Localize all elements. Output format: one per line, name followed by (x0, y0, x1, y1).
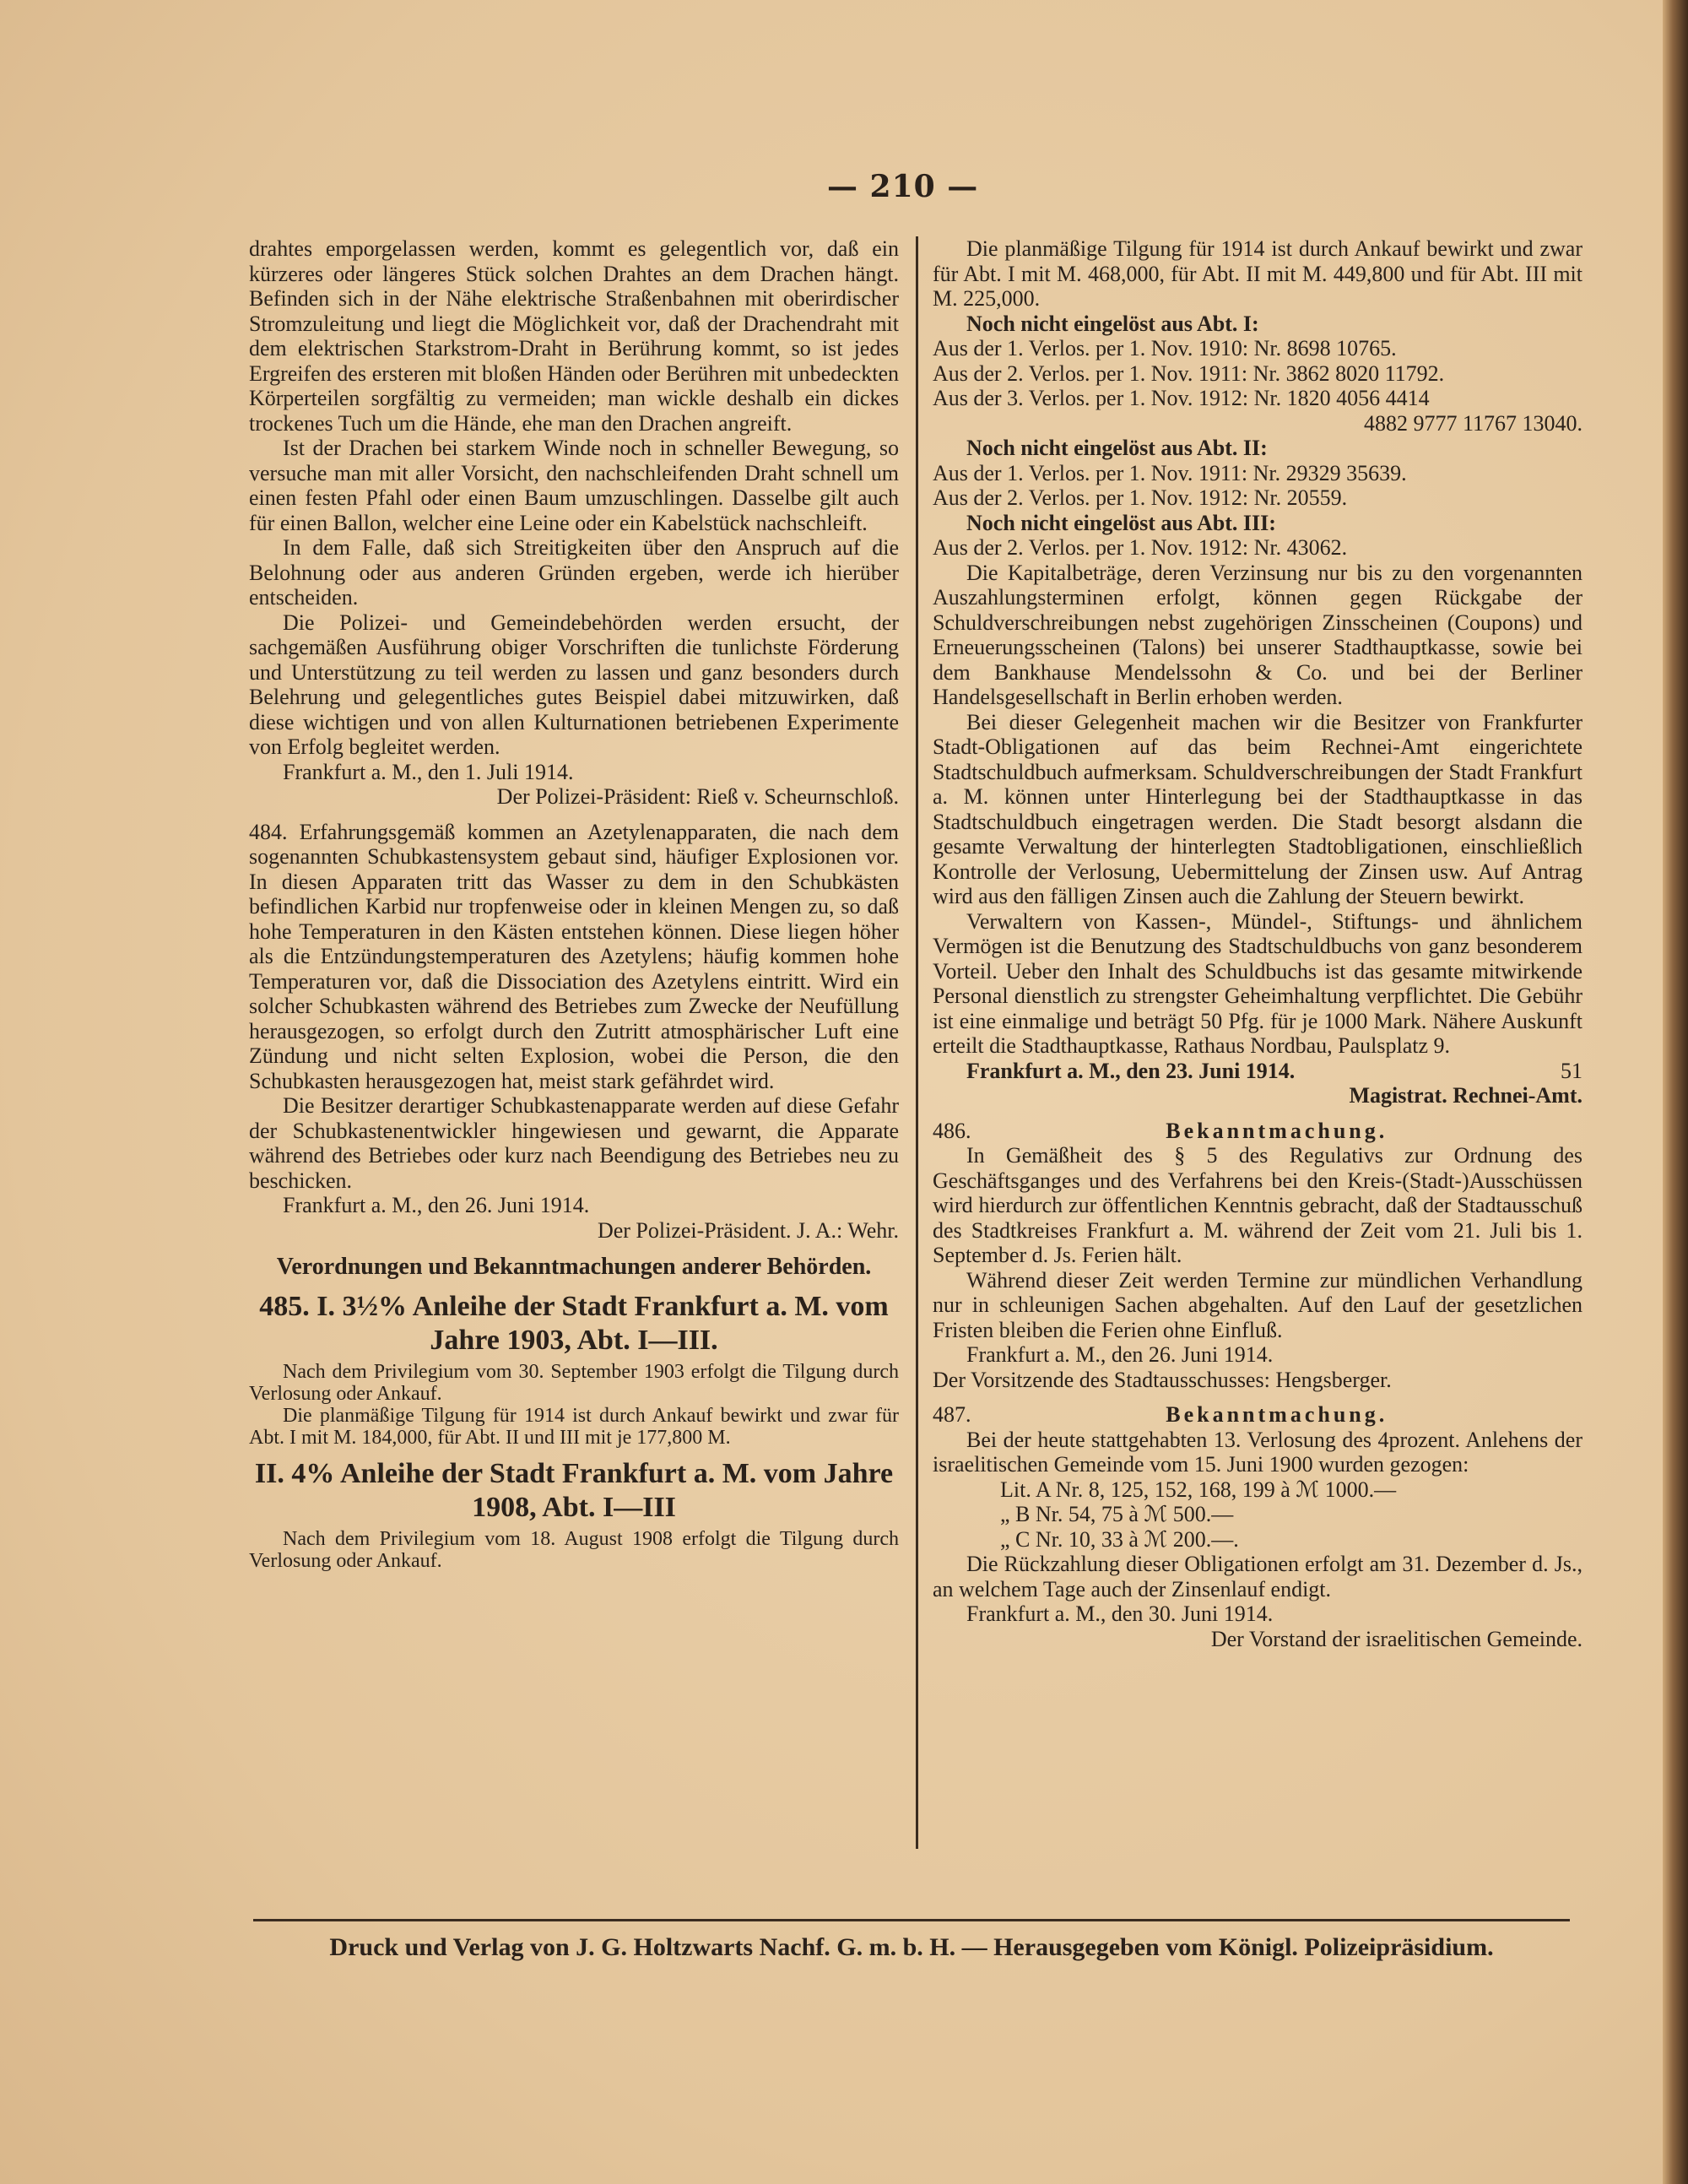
signature: Der Polizei-Präsident: Rieß v. Scheurnschloß. (496, 784, 899, 809)
item-number: 51 (1561, 1058, 1582, 1083)
paragraph: Die Polizei- und Gemeindebehörden werden ersucht, der sachgemäßen Ausführung obiger Vorschriften die tunlichste Förderung und Unterstützung zu teil werden zu lassen und ganz besonders durch Belehrung und gelegentliches gutes Beispiel dabei mitzuwirken, daß diese wichtigen und von allen Kulturnationen betriebenen Experimente von Erfolg begleitet werden. (249, 610, 899, 759)
subheading: Noch nicht eingelöst aus Abt. I: (966, 311, 1259, 336)
subheading: Noch nicht eingelöst aus Abt. II: (966, 436, 1268, 460)
notice-title: Bekanntmachung. (1166, 1118, 1388, 1143)
footer-rule (253, 1919, 1570, 1921)
list-item: Aus der 2. Verlos. per 1. Nov. 1912: Nr. 43062. (933, 535, 1348, 560)
paragraph: Bei der heute stattgehabten 13. Verlosung des 4prozent. Anlehens der israelitischen Gemeinde vom 15. Juni 1900 wurden gezogen: (933, 1427, 1582, 1477)
paragraph: Die planmäßige Tilgung für 1914 ist durch Ankauf bewirkt und zwar für Abt. I mit M. 184,000, für Abt. II und III mit je 177,800 M. (249, 1405, 899, 1449)
paragraph: Bei dieser Gelegenheit machen wir die Besitzer von Frankfurter Stadt-Obligationen auf das beim Rechnei-Amt eingerichtete Stadtschuldbuch aufmerksam. Schuldverschreibungen der Stadt Frankfurt a. M. können unter Hinterlegung bei der Stadthauptkasse in das Stadtschuldbuch eingetragen werden. Die Stadt besorgt alsdann die gesamte Verwaltung der hinterlegten Stadtobligationen, einschließlich Kontrolle der Verlosung, Uebermittelung der Zinsen usw. Auf Antrag wird aus den fälligen Zinsen auch die Zahlung der Steuern bewirkt. (933, 709, 1582, 908)
list-item: Lit. A Nr. 8, 125, 152, 168, 199 à ℳ 1000.— (1000, 1477, 1397, 1502)
paragraph: Die Kapitalbeträge, deren Verzinsung nur bis zu den vorgenannten Auszahlungsterminen erfolgt, können gegen Rückgabe der Schuldverschreibungen nebst zugehörigen Zinsscheinen (Coupons) und Erneuerungsscheinen (Talons) bei unserer Stadthauptkasse, sowie bei dem Bankhause Mendelssohn & Co. und bei der Berliner Handelsgesellschaft in Berlin erhoben werden. (933, 560, 1582, 709)
paragraph: In Gemäßheit des § 5 des Regulativs zur Ordnung des Geschäftsganges und des Verfahrens bei den Kreis-(Stadt-)Ausschüssen wird hierdurch zur öffentlichen Kenntnis gebracht, daß der Stadtausschuß des Stadtkreises Frankfurt a. M. während der Zeit vom 21. Juli bis 1. September d. Js. Ferien hält. (933, 1143, 1582, 1267)
signature: Der Vorstand der israelitischen Gemeinde. (1210, 1626, 1582, 1651)
paragraph: Die planmäßige Tilgung für 1914 ist durch Ankauf bewirkt und zwar für Abt. I mit M. 468,000, für Abt. II mit M. 449,800 und für Abt. III mit M. 225,000. (933, 236, 1582, 311)
list-item: 4882 9777 11767 13040. (1363, 410, 1582, 436)
page-number: — 210 — (827, 169, 979, 204)
section-title: Verordnungen und Bekanntmachungen anderer Behörden. (276, 1254, 872, 1280)
list-item: Aus der 2. Verlos. per 1. Nov. 1911: Nr. 3862 8020 11792. (933, 360, 1445, 386)
date-line: Frankfurt a. M., den 26. Juni 1914. (283, 1193, 590, 1217)
footer-imprint: Druck und Verlag von J. G. Holtzwarts Nachf. G. m. b. H. — Herausgegeben vom Königl. Polizeipräsidium. (329, 1933, 1494, 1961)
date-row (933, 1059, 1582, 1084)
notice-title: Bekanntmachung. (1166, 1402, 1388, 1427)
paragraph: Ist der Drachen bei starkem Winde noch in schneller Bewegung, so versuche man mit aller Vorsicht, den nachschleifenden Draht schnell um einen festen Pfahl oder einen Baum umzuschlingen. Dasselbe gilt auch für einen Ballon, welcher eine Leine oder ein Kabelstück nachschleift. (249, 436, 899, 535)
notice-number: 486. (933, 1118, 971, 1143)
notice-487-header (933, 1402, 1582, 1428)
paragraph: Die Besitzer derartiger Schubkastenapparate werden auf diese Gefahr der Schubkastenentwickler hingewiesen und gewarnt, die Apparate während des Betriebes oder kurz nach Beendigung des Betriebes neu zu beschicken. (249, 1093, 899, 1193)
list-item: Aus der 1. Verlos. per 1. Nov. 1911: Nr. 29329 35639. (933, 460, 1407, 485)
signature: Der Polizei-Präsident. J. A.: Wehr. (597, 1217, 899, 1243)
notice-485-title: 485. I. 3½% Anleihe der Stadt Frankfurt a. M. vom Jahre 1903, Abt. I—III. (259, 1291, 889, 1356)
date-line: Frankfurt a. M., den 1. Juli 1914. (283, 759, 574, 784)
right-column (933, 236, 1582, 1651)
signature: Der Vorsitzende des Stadtausschusses: Hengsberger. (933, 1367, 1392, 1392)
date-line: Frankfurt a. M., den 23. Juni 1914. (966, 1058, 1296, 1083)
signature: Magistrat. Rechnei-Amt. (1349, 1083, 1582, 1108)
paragraph: drahtes emporgelassen werden, kommt es gelegentlich vor, daß ein kürzeres oder längeres Stück solchen Drahtes an dem Drachen hängt. Befinden sich in der Nähe elektrische Straßenbahnen mit oberirdischer Stromzuleitung und liegt die Möglichkeit vor, daß der Drachendraht mit dem elektrischen Starkstrom-Draht in Berührung kommt, so ist jedes Ergreifen des ersteren mit bloßen Händen oder Berühren mit unbedeckten Körperteilen sorgfältig zu vermeiden; man wickle deshalb ein dickes trockenes Tuch um die Hände, ehe man den Drachen angreift. (249, 236, 899, 436)
column-divider (916, 236, 918, 1849)
paragraph: Verwaltern von Kassen-, Mündel-, Stiftungs- und ähnlichem Vermögen ist die Benutzung des Stadtschuldbuchs von ganz besonderem Vorteil. Ueber den Inhalt des Schuldbuchs ist das gesamte mitwirkende Personal dienstlich zu strengster Geheimhaltung verpflichtet. Die Gebühr ist eine einmalige und beträgt 50 Pfg. für je 1000 Mark. Nähere Auskunft erteilt die Stadthauptkasse, Rathaus Nordbau, Paulsplatz 9. (933, 908, 1582, 1058)
list-item: „ B Nr. 54, 75 à ℳ 500.— (1000, 1502, 1234, 1526)
notice-486-header (933, 1119, 1582, 1144)
paragraph: Nach dem Privilegium vom 30. September 1903 erfolgt die Tilgung durch Verlosung oder Ankauf. (249, 1361, 899, 1405)
date-line: Frankfurt a. M., den 26. Juni 1914. (966, 1342, 1274, 1367)
paragraph: Während dieser Zeit werden Termine zur mündlichen Verhandlung nur in schleunigen Sachen abgehalten. Auf den Lauf der gesetzlichen Fristen bleiben die Ferien ohne Einfluß. (933, 1267, 1582, 1342)
list-item: Aus der 2. Verlos. per 1. Nov. 1912: Nr. 20559. (933, 485, 1348, 510)
book-edge-right (1663, 0, 1688, 2184)
left-column (249, 236, 899, 1572)
subheading: Noch nicht eingelöst aus Abt. III: (966, 510, 1276, 535)
notice-485-ii-title: II. 4% Anleihe der Stadt Frankfurt a. M. vom Jahre 1908, Abt. I—III (254, 1458, 894, 1523)
list-item: Aus der 3. Verlos. per 1. Nov. 1912: Nr. 1820 4056 4414 (933, 386, 1430, 410)
list-item: Aus der 1. Verlos. per 1. Nov. 1910: Nr. 8698 10765. (933, 336, 1397, 360)
paragraph: Nach dem Privilegium vom 18. August 1908 erfolgt die Tilgung durch Verlosung oder Ankauf. (249, 1528, 899, 1572)
notice-number: 487. (933, 1402, 971, 1427)
date-line: Frankfurt a. M., den 30. Juni 1914. (966, 1601, 1274, 1626)
paragraph: Die Rückzahlung dieser Obligationen erfolgt am 31. Dezember d. Js., an welchem Tage auch der Zinsenlauf endigt. (933, 1552, 1582, 1601)
paragraph: In dem Falle, daß sich Streitigkeiten über den Anspruch auf die Belohnung oder aus anderen Gründen ergeben, werde ich hierüber entscheiden. (249, 535, 899, 610)
list-item: „ C Nr. 10, 33 à ℳ 200.—. (1000, 1526, 1239, 1552)
notice-484: 484. Erfahrungsgemäß kommen an Azetylenapparaten, die nach dem sogenannten Schubkastensystem gebaut sind, häufiger Explosionen vor. In diesen Apparaten tritt das Wasser zu dem in den Schubkästen befindlichen Karbid nur tropfenweise oder in kleinen Mengen zu, so daß hohe Temperaturen in den Kästen entstehen können. Diese liegen höher als die Entzündungstemperaturen des Azetylens; häufig kommen hohe Temperaturen vor, daß die Dissociation des Azetylens eintritt. Wird ein solcher Schubkasten während des Betriebes zum Zwecke der Neufüllung herausgezogen, so erfolgt durch den Zutritt atmosphärischer Luft eine Zündung und nicht selten Explosion, wobei die Person, die den Schubkasten herausgezogen hat, meist stark gefährdet wird. (249, 819, 899, 1093)
